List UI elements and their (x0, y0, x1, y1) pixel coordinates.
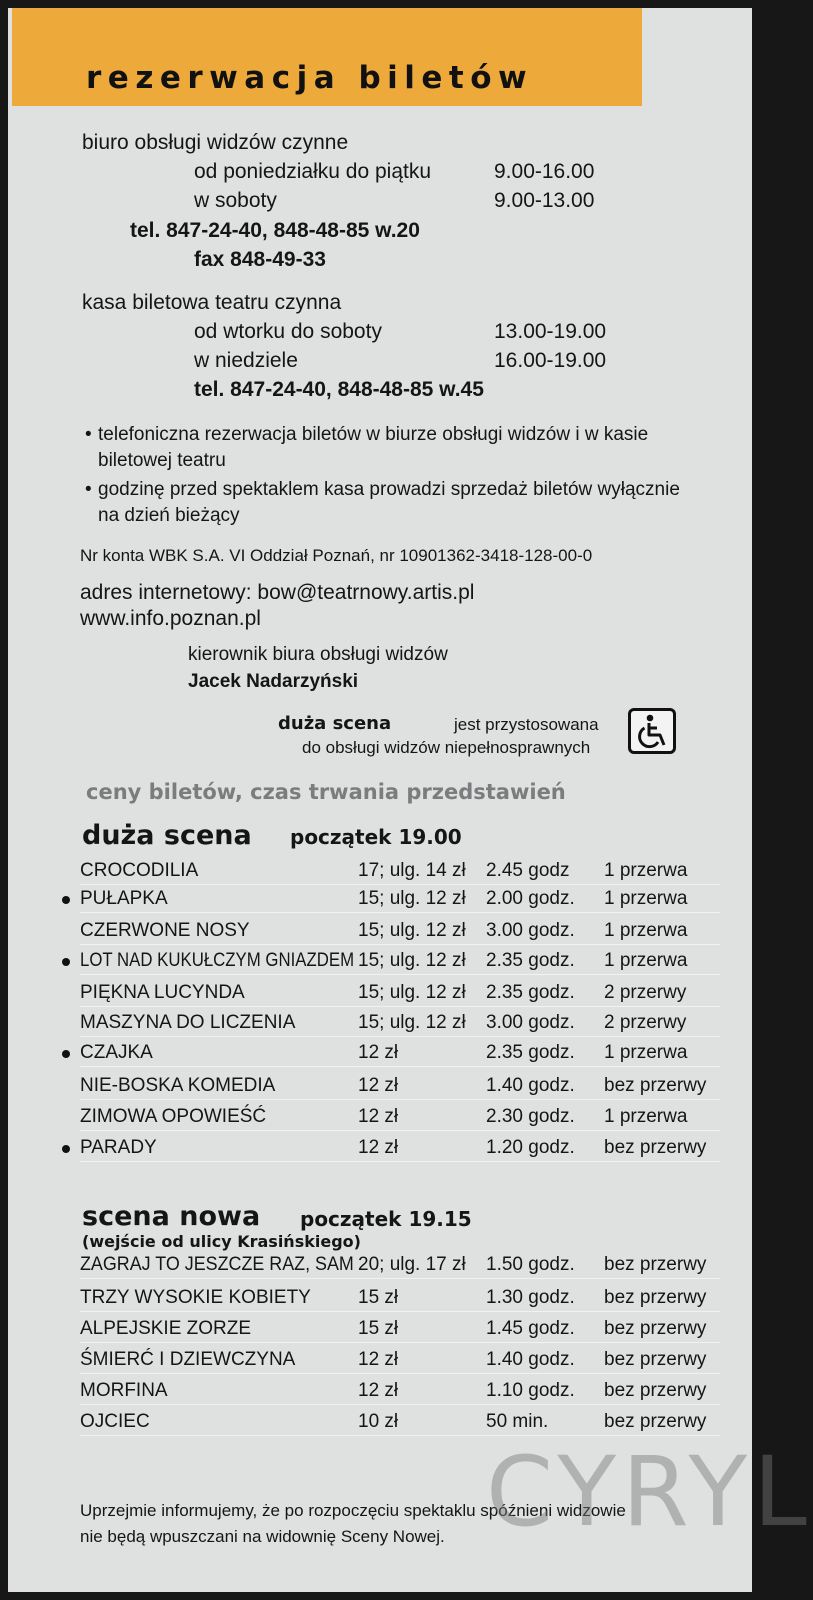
show-intermission: 1 przerwa (604, 860, 688, 881)
leaflet-page (8, 8, 813, 1592)
show-duration: 1.30 godz. (486, 1287, 575, 1308)
table-row (8, 1250, 752, 1278)
show-title: NIE-BOSKA KOMEDIA (80, 1075, 276, 1096)
office-heading: biuro obsługi widzów czynne (82, 131, 349, 154)
show-duration: 1.45 godz. (486, 1318, 575, 1339)
show-duration: 50 min. (486, 1411, 549, 1432)
accessibility-line2: do obsługi widzów niepełnosprawnych (302, 738, 591, 757)
accessibility-line1: jest przystosowana (454, 715, 599, 734)
box-office-heading: kasa biletowa teatru czynna (82, 291, 342, 314)
note-same-day-sales-cont: na dzień bieżący (98, 505, 240, 526)
table-row (8, 884, 752, 912)
table-row (8, 1102, 752, 1130)
new-stage-start: początek 19.15 (300, 1207, 472, 1231)
bank-account: Nr konta WBK S.A. VI Oddział Poznań, nr 10901362-3418-128-00-0 (80, 546, 593, 565)
show-intermission: bez przerwy (604, 1287, 707, 1308)
show-duration: 3.00 godz. (486, 920, 575, 941)
show-price: 15 zł (358, 1318, 399, 1339)
show-title: CZERWONE NOSY (80, 920, 250, 941)
show-duration: 1.50 godz. (486, 1254, 575, 1275)
show-price: 10 zł (358, 1411, 399, 1432)
show-marker-dot (62, 1050, 70, 1058)
show-price: 12 zł (358, 1137, 399, 1158)
show-intermission: bez przerwy (604, 1349, 707, 1370)
website-address: www.info.poznan.pl (80, 607, 261, 630)
note-same-day-sales: • godzinę przed spektaklem kasa prowadzi sprzedaż biletów wyłącznie (98, 480, 680, 499)
row-divider (80, 1404, 720, 1405)
show-title: CROCODILIA (80, 860, 199, 881)
show-duration: 2.00 godz. (486, 888, 575, 909)
show-duration: 2.35 godz. (486, 982, 575, 1003)
show-marker-dot (62, 958, 70, 966)
show-title: ŚMIERĆ I DZIEWCZYNA (80, 1349, 296, 1370)
accessible-stage-name: duża scena (278, 713, 392, 734)
show-duration: 2.35 godz. (486, 950, 575, 971)
show-title: ZAGRAJ TO JESZCZE RAZ, SAM (80, 1254, 354, 1275)
show-title: OJCIEC (80, 1411, 150, 1432)
page-title: rezerwacja biletów (86, 60, 534, 96)
table-row (8, 916, 752, 944)
show-intermission: 1 przerwa (604, 888, 688, 909)
show-intermission: 2 przerwy (604, 1012, 687, 1033)
show-price: 12 zł (358, 1042, 399, 1063)
show-price: 17; ulg. 14 zł (358, 860, 466, 881)
manager-name: Jacek Nadarzyński (188, 671, 359, 692)
table-row (8, 1314, 752, 1342)
show-duration: 1.40 godz. (486, 1349, 575, 1370)
show-title: PARADY (80, 1137, 157, 1158)
show-duration: 1.10 godz. (486, 1380, 575, 1401)
show-price: 15; ulg. 12 zł (358, 1012, 466, 1033)
row-divider (80, 1006, 720, 1007)
show-price: 12 zł (358, 1075, 399, 1096)
footer-line2: nie będą wpuszczani na widownię Sceny Nowej. (80, 1527, 445, 1546)
show-duration: 1.20 godz. (486, 1137, 575, 1158)
box-office-sunday-hours: 16.00-19.00 (494, 349, 607, 372)
header-banner (12, 8, 642, 106)
show-marker-dot (62, 1145, 70, 1153)
office-saturday-hours: 9.00-13.00 (494, 189, 595, 212)
row-divider (80, 1342, 720, 1343)
show-price: 12 zł (358, 1380, 399, 1401)
new-stage-title: scena nowa (82, 1201, 261, 1232)
show-price: 15; ulg. 12 zł (358, 920, 466, 941)
table-row (8, 1345, 752, 1373)
row-divider (80, 1066, 720, 1067)
row-divider (80, 1130, 720, 1131)
show-title: ZIMOWA OPOWIEŚĆ (80, 1106, 267, 1127)
show-intermission: bez przerwy (604, 1254, 707, 1275)
show-marker-dot (62, 896, 70, 904)
office-fax: fax 848-49-33 (194, 248, 326, 271)
box-office-days-hours: 13.00-19.00 (494, 320, 607, 343)
row-divider (80, 974, 720, 975)
table-row (8, 1133, 752, 1161)
show-intermission: bez przerwy (604, 1411, 707, 1432)
show-title: TRZY WYSOKIE KOBIETY (80, 1287, 311, 1308)
note-phone-reservation-cont: biletowej teatru (98, 450, 226, 471)
table-row (8, 1038, 752, 1066)
office-saturday-label: w soboty (194, 189, 277, 212)
new-stage-entrance: (wejście od ulicy Krasińskiego) (82, 1232, 361, 1251)
wheelchair-icon (628, 708, 676, 754)
row-divider (80, 1161, 720, 1162)
row-divider (80, 944, 720, 945)
table-row (8, 1376, 752, 1404)
show-price: 15 zł (358, 1287, 399, 1308)
big-stage-start: początek 19.00 (290, 825, 462, 849)
big-stage-title: duża scena (82, 820, 252, 851)
row-divider (80, 1036, 720, 1037)
show-price: 15; ulg. 12 zł (358, 888, 466, 909)
show-intermission: bez przerwy (604, 1318, 707, 1339)
table-row (8, 1283, 752, 1311)
box-office-phone: tel. 847-24-40, 848-48-85 w.45 (194, 378, 484, 401)
show-duration: 1.40 godz. (486, 1075, 575, 1096)
show-intermission: bez przerwy (604, 1137, 707, 1158)
show-price: 15; ulg. 12 zł (358, 950, 466, 971)
office-phone: tel. 847-24-40, 848-48-85 w.20 (130, 219, 420, 242)
box-office-days-label: od wtorku do soboty (194, 320, 382, 343)
show-intermission: 1 przerwa (604, 950, 688, 971)
box-office-sunday-label: w niedziele (194, 349, 298, 372)
show-intermission: bez przerwy (604, 1380, 707, 1401)
show-title: MASZYNA DO LICZENIA (80, 1012, 296, 1033)
show-title: MORFINA (80, 1380, 168, 1401)
email-address: adres internetowy: bow@teatrnowy.artis.pl (80, 581, 475, 604)
archive-watermark: CYRYL (486, 1436, 813, 1548)
manager-role: kierownik biura obsługi widzów (188, 644, 448, 665)
table-row (8, 1407, 752, 1435)
office-weekdays-label: od poniedziałku do piątku (194, 160, 432, 183)
row-divider (80, 1278, 720, 1279)
show-title: PIĘKNA LUCYNDA (80, 982, 245, 1003)
show-intermission: 2 przerwy (604, 982, 687, 1003)
office-weekdays-hours: 9.00-16.00 (494, 160, 595, 183)
show-duration: 3.00 godz. (486, 1012, 575, 1033)
show-price: 12 zł (358, 1106, 399, 1127)
prices-heading: ceny biletów, czas trwania przedstawień (86, 780, 566, 804)
show-intermission: 1 przerwa (604, 920, 688, 941)
show-intermission: 1 przerwa (604, 1106, 688, 1127)
show-intermission: bez przerwy (604, 1075, 707, 1096)
show-title: LOT NAD KUKUŁCZYM GNIAZDEM (80, 950, 355, 971)
footer-line1: Uprzejmie informujemy, że po rozpoczęciu spektaklu spóźnieni widzowie (80, 1501, 626, 1520)
row-divider (80, 1099, 720, 1100)
show-price: 15; ulg. 12 zł (358, 982, 466, 1003)
show-duration: 2.45 godz (486, 860, 570, 881)
table-row (8, 856, 752, 884)
show-duration: 2.30 godz. (486, 1106, 575, 1127)
row-divider (80, 1373, 720, 1374)
row-divider (80, 912, 720, 913)
show-intermission: 1 przerwa (604, 1042, 688, 1063)
note-phone-reservation: • telefoniczna rezerwacja biletów w biurze obsługi widzów i w kasie (98, 425, 648, 444)
table-row (8, 946, 752, 974)
table-row (8, 978, 752, 1006)
show-title: PUŁAPKA (80, 888, 168, 909)
show-price: 20; ulg. 17 zł (358, 1254, 466, 1275)
table-row (8, 1008, 752, 1036)
table-row (8, 1071, 752, 1099)
show-title: ALPEJSKIE ZORZE (80, 1318, 252, 1339)
show-price: 12 zł (358, 1349, 399, 1370)
row-divider (80, 1311, 720, 1312)
show-title: CZAJKA (80, 1042, 153, 1063)
show-duration: 2.35 godz. (486, 1042, 575, 1063)
